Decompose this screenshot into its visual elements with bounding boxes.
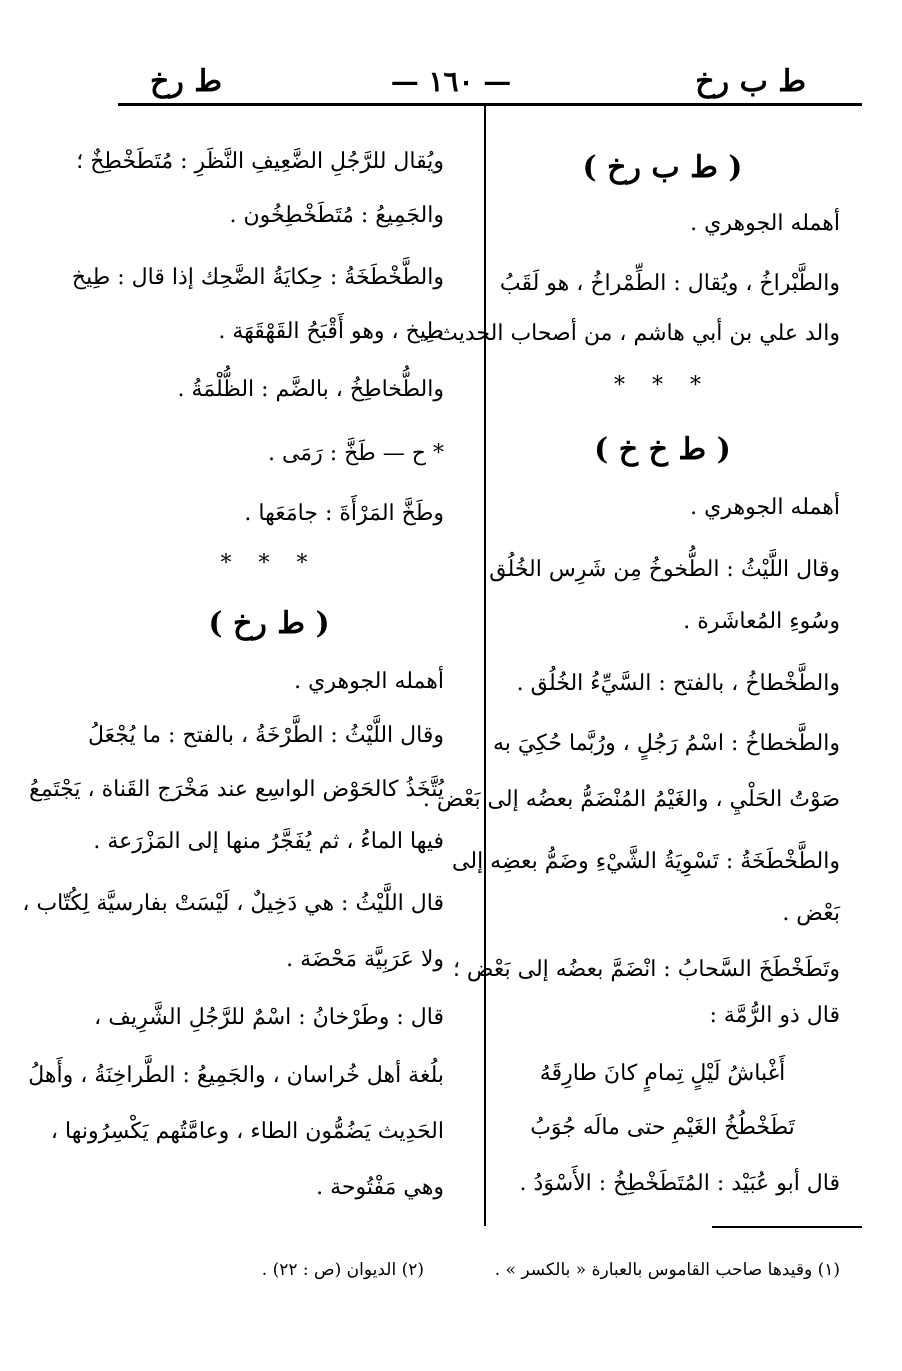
- text-line: طِيخ ، وهو أَقْبَحُ القَهْقَهَة .: [218, 319, 444, 344]
- text-line: ويُقال للرَّجُلِ الضَّعِيفِ النَّظَرِ : مُتَطَخْطِخٌ ؛: [76, 149, 444, 174]
- text-line: قال : وطَرْخانُ : اسْمٌ للرَّجُلِ الشَّرِيف ،: [94, 1005, 444, 1030]
- entry-heading: ( ط خ خ ): [594, 432, 731, 467]
- text-line: صَوْتُ الحَلْيِ ، والغَيْمُ المُنْضَمُّ بعضُه إلى بَعْض .: [422, 787, 840, 812]
- text-line: الحَدِيث يَضُمُّون الطاء ، وعامَّتُهم يَكْسِرُونها ،: [50, 1119, 444, 1144]
- text-line: وقال اللَّيْثُ : الطُّخوخُ مِن شَرِس الخُلُق: [489, 557, 840, 582]
- text-line: قال ذو الرُّمَّة :: [709, 1003, 840, 1028]
- text-line: وطَخَّ المَرْأَةَ : جامَعَها .: [244, 501, 444, 526]
- text-line: أهمله الجوهري .: [294, 669, 444, 694]
- left-column: [22, 0, 444, 1371]
- text-line: قال أبو عُبَيْد : المُتَطَخْطِخُ : الأَسْوَدُ .: [519, 1171, 840, 1196]
- header-right-title: ط ب رخ: [695, 64, 806, 99]
- text-line: * ح — طَخَّ : رَمَى .: [267, 441, 444, 466]
- text-line: قال اللَّيْثُ : هي دَخِيلٌ ، لَيْسَتْ بفارسيَّة لِكُتّاب ،: [22, 891, 444, 916]
- text-line: والطُّخاطِخُ ، بالضَّم : الظُّلْمَةُ .: [177, 377, 444, 402]
- entry-heading: ( ط رخ ): [208, 606, 330, 641]
- text-line: والجَمِيعُ : مُتَطَخْطِخُون .: [229, 203, 444, 228]
- text-line: وتَطَخْطَخَ السَّحابُ : انْضَمَّ بعضُه إلى بَعْض ؛: [452, 957, 840, 982]
- text-line: والطَّخْطاخُ ، بالفتح : السَّيِّءُ الخُلُق .: [516, 671, 840, 696]
- page-number: — ١٦٠ —: [390, 65, 512, 98]
- text-line: يُتَّخَذُ كالحَوْض الواسِع عند مَخْرَج القَناة ، يَجْتَمِعُ: [29, 777, 444, 802]
- section-separator: * * *: [614, 373, 711, 398]
- section-separator: * * *: [220, 551, 318, 576]
- text-line: والطَّخْطَخَةُ : تَسْوِيَةُ الشَّيْءِ وضَمُّ بعضِه إلى: [452, 849, 840, 874]
- text-line: والطَّبْراخُ ، ويُقال : الطِّمْراخُ ، هو لَقَبُ: [499, 271, 840, 296]
- text-line: والد علي بن أبي هاشم ، من أصحاب الحديث .: [423, 321, 840, 346]
- text-line: وسُوءِ المُعاشَرة .: [683, 609, 840, 634]
- text-line: والطَّخطاخُ : اسْمُ رَجُلٍ ، ورُبَّما حُكِيَ به: [493, 731, 840, 756]
- footnote-rule: [712, 1226, 862, 1228]
- text-line: أهمله الجوهري .: [690, 495, 840, 520]
- text-line: بلُغة أهل خُراسان ، والجَمِيعُ : الطَّراخِنَةُ ، وأَهلُ: [28, 1063, 444, 1088]
- text-line: ولا عَرَبِيَّة مَحْضَة .: [286, 947, 444, 972]
- text-line: أهمله الجوهري .: [690, 211, 840, 236]
- text-line: وهي مَفْتُوحة .: [316, 1175, 444, 1200]
- verse-line: تَطَخْطُخُ الغَيْمِ حتى مالَه جُوَبُ: [530, 1115, 795, 1140]
- text-line: بَعْض .: [782, 901, 840, 926]
- verse-line: أَغْباشُ لَيْلٍ تِمامٍ كانَ طارِقَهُ: [539, 1061, 786, 1086]
- text-line: وقال اللَّيْثُ : الطَّرْخَةُ ، بالفتح : ما يُجْعَلُ: [87, 723, 444, 748]
- header-left-title: ط رخ: [150, 64, 223, 99]
- footnote-2: (٢) الديوان (ص : ٢٢) .: [261, 1260, 424, 1280]
- entry-heading: ( ط ب رخ ): [582, 150, 743, 185]
- text-line: فيها الماءُ ، ثم يُفَجَّرُ منها إلى المَزْرَعة .: [93, 829, 444, 854]
- footnote-1: (١) وقيدها صاحب القاموس بالعبارة « بالكسر » .: [494, 1260, 840, 1280]
- text-line: والطَّخْطَخَةُ : حِكايَةُ الضَّحِك إذا قال : طِيخ: [71, 265, 444, 290]
